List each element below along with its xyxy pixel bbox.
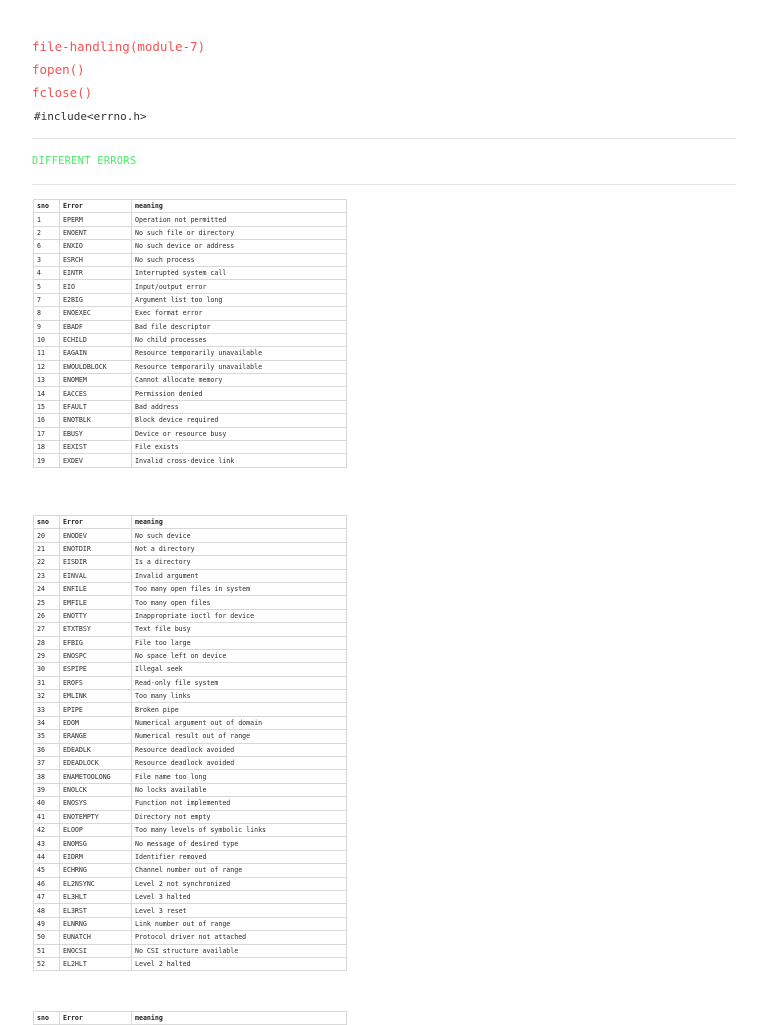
table-row: [34, 904, 347, 917]
table-row: [34, 266, 347, 279]
table-row: [34, 374, 347, 387]
cell-meaning: Level 3 reset: [132, 904, 347, 917]
cell-meaning: Resource deadlock avoided: [132, 743, 347, 756]
cell-meaning: Invalid cross-device link: [132, 454, 347, 467]
cell-meaning: Exec format error: [132, 307, 347, 320]
cell-meaning: No locks available: [132, 783, 347, 796]
cell-error: EINVAL: [60, 569, 132, 582]
cell-sno: 45: [34, 864, 60, 877]
cell-sno: 6: [34, 240, 60, 253]
table-row: [34, 280, 347, 293]
cell-sno: 7: [34, 293, 60, 306]
cell-error: ENOTDIR: [60, 542, 132, 555]
section-title: DIFFERENT ERRORS: [32, 155, 137, 167]
table-row: [34, 810, 347, 823]
cell-error: ECHRNG: [60, 864, 132, 877]
cell-error: EBUSY: [60, 427, 132, 440]
header-meaning: meaning: [132, 200, 347, 213]
cell-error: EPIPE: [60, 703, 132, 716]
cell-error: E2BIG: [60, 293, 132, 306]
cell-meaning: Read-only file system: [132, 676, 347, 689]
heading-fclose: fclose(): [32, 85, 93, 100]
cell-sno: 37: [34, 757, 60, 770]
table-header-row: [34, 516, 347, 529]
header-meaning: meaning: [132, 1012, 347, 1025]
cell-sno: 19: [34, 454, 60, 467]
table-row: [34, 400, 347, 413]
cell-meaning: Bad file descriptor: [132, 320, 347, 333]
cell-sno: 42: [34, 823, 60, 836]
cell-meaning: Is a directory: [132, 556, 347, 569]
cell-sno: 28: [34, 636, 60, 649]
cell-meaning: Level 2 not synchronized: [132, 877, 347, 890]
cell-meaning: Function not implemented: [132, 797, 347, 810]
cell-meaning: No such process: [132, 253, 347, 266]
cell-error: ENAMETOOLONG: [60, 770, 132, 783]
cell-meaning: Not a directory: [132, 542, 347, 555]
header-sno: sno: [34, 200, 60, 213]
table-row: [34, 307, 347, 320]
cell-sno: 16: [34, 414, 60, 427]
cell-sno: 26: [34, 609, 60, 622]
table-row: [34, 542, 347, 555]
cell-error: ESRCH: [60, 253, 132, 266]
cell-sno: 43: [34, 837, 60, 850]
cell-meaning: No space left on device: [132, 649, 347, 662]
table-row: [34, 556, 347, 569]
cell-error: EFAULT: [60, 400, 132, 413]
cell-sno: 3: [34, 253, 60, 266]
cell-meaning: Channel number out of range: [132, 864, 347, 877]
cell-error: EXDEV: [60, 454, 132, 467]
cell-sno: 27: [34, 623, 60, 636]
cell-sno: 52: [34, 957, 60, 970]
table-row: [34, 931, 347, 944]
table-row: [34, 387, 347, 400]
table-header-row: [34, 200, 347, 213]
cell-error: ENOLCK: [60, 783, 132, 796]
table-row: [34, 797, 347, 810]
cell-sno: 33: [34, 703, 60, 716]
cell-meaning: No such device or address: [132, 240, 347, 253]
cell-error: EWOULDBLOCK: [60, 360, 132, 373]
table-row: [34, 690, 347, 703]
cell-meaning: Protocol driver not attached: [132, 931, 347, 944]
cell-error: ECHILD: [60, 333, 132, 346]
table-row: [34, 944, 347, 957]
cell-meaning: Interrupted system call: [132, 266, 347, 279]
cell-sno: 12: [34, 360, 60, 373]
cell-error: ERANGE: [60, 730, 132, 743]
cell-error: EAGAIN: [60, 347, 132, 360]
cell-error: EMLINK: [60, 690, 132, 703]
heading-module-title: file-handling(module-7): [32, 39, 206, 54]
table-row: [34, 414, 347, 427]
header-error: Error: [60, 516, 132, 529]
cell-error: ELNRNG: [60, 917, 132, 930]
cell-error: EUNATCH: [60, 931, 132, 944]
cell-error: EEXIST: [60, 441, 132, 454]
cell-sno: 38: [34, 770, 60, 783]
table-row: [34, 730, 347, 743]
cell-sno: 34: [34, 716, 60, 729]
table-row: [34, 663, 347, 676]
table-header-row: [34, 1012, 347, 1025]
table-row: [34, 623, 347, 636]
table-row: [34, 529, 347, 542]
include-directive: #include<errno.h>: [34, 110, 147, 123]
cell-sno: 32: [34, 690, 60, 703]
cell-error: EDEADLK: [60, 743, 132, 756]
cell-sno: 1: [34, 213, 60, 226]
cell-error: EFBIG: [60, 636, 132, 649]
cell-error: ENOTEMPTY: [60, 810, 132, 823]
table-row: [34, 226, 347, 239]
cell-meaning: Numerical argument out of domain: [132, 716, 347, 729]
cell-error: ENOTTY: [60, 609, 132, 622]
cell-error: ENOEXEC: [60, 307, 132, 320]
divider-top: [32, 138, 736, 139]
table-row: [34, 864, 347, 877]
cell-meaning: Resource deadlock avoided: [132, 757, 347, 770]
table-row: [34, 454, 347, 467]
cell-sno: 35: [34, 730, 60, 743]
cell-meaning: Block device required: [132, 414, 347, 427]
cell-sno: 48: [34, 904, 60, 917]
cell-meaning: Link number out of range: [132, 917, 347, 930]
cell-sno: 23: [34, 569, 60, 582]
cell-error: EPERM: [60, 213, 132, 226]
table-row: [34, 676, 347, 689]
cell-meaning: Broken pipe: [132, 703, 347, 716]
table-row: [34, 609, 347, 622]
cell-error: ESPIPE: [60, 663, 132, 676]
cell-meaning: No child processes: [132, 333, 347, 346]
table-row: [34, 917, 347, 930]
cell-sno: 8: [34, 307, 60, 320]
heading-fopen: fopen(): [32, 62, 85, 77]
cell-error: EL3RST: [60, 904, 132, 917]
cell-meaning: Device or resource busy: [132, 427, 347, 440]
cell-error: EACCES: [60, 387, 132, 400]
cell-sno: 25: [34, 596, 60, 609]
cell-sno: 24: [34, 582, 60, 595]
cell-meaning: No such file or directory: [132, 226, 347, 239]
table-row: [34, 213, 347, 226]
table-row: [34, 333, 347, 346]
cell-error: EDOM: [60, 716, 132, 729]
cell-error: ENFILE: [60, 582, 132, 595]
cell-error: ENOMEM: [60, 374, 132, 387]
table-row: [34, 596, 347, 609]
cell-error: EBADF: [60, 320, 132, 333]
cell-sno: 20: [34, 529, 60, 542]
cell-error: ENOCSI: [60, 944, 132, 957]
cell-error: EL2NSYNC: [60, 877, 132, 890]
cell-sno: 22: [34, 556, 60, 569]
table-row: [34, 293, 347, 306]
cell-error: ENOSPC: [60, 649, 132, 662]
cell-sno: 15: [34, 400, 60, 413]
header-sno: sno: [34, 1012, 60, 1025]
table-row: [34, 703, 347, 716]
table-row: [34, 240, 347, 253]
cell-error: EDEADLOCK: [60, 757, 132, 770]
cell-meaning: Bad address: [132, 400, 347, 413]
cell-meaning: No such device: [132, 529, 347, 542]
table-row: [34, 877, 347, 890]
cell-sno: 46: [34, 877, 60, 890]
cell-error: EIO: [60, 280, 132, 293]
cell-meaning: File exists: [132, 441, 347, 454]
cell-meaning: Permission denied: [132, 387, 347, 400]
cell-sno: 10: [34, 333, 60, 346]
cell-meaning: Operation not permitted: [132, 213, 347, 226]
cell-meaning: Too many open files: [132, 596, 347, 609]
cell-meaning: Directory not empty: [132, 810, 347, 823]
cell-meaning: Cannot allocate memory: [132, 374, 347, 387]
cell-error: EINTR: [60, 266, 132, 279]
cell-meaning: Text file busy: [132, 623, 347, 636]
table-row: [34, 347, 347, 360]
cell-error: ENXIO: [60, 240, 132, 253]
cell-meaning: Invalid argument: [132, 569, 347, 582]
table-row: [34, 253, 347, 266]
cell-error: ENOSYS: [60, 797, 132, 810]
header-meaning: meaning: [132, 516, 347, 529]
cell-sno: 50: [34, 931, 60, 944]
cell-sno: 49: [34, 917, 60, 930]
table-row: [34, 441, 347, 454]
cell-sno: 2: [34, 226, 60, 239]
cell-sno: 36: [34, 743, 60, 756]
table-row: [34, 360, 347, 373]
header-error: Error: [60, 1012, 132, 1025]
cell-sno: 40: [34, 797, 60, 810]
table-row: [34, 850, 347, 863]
cell-meaning: No message of desired type: [132, 837, 347, 850]
divider-bottom: [32, 184, 736, 185]
cell-meaning: Resource temporarily unavailable: [132, 347, 347, 360]
cell-sno: 9: [34, 320, 60, 333]
table-row: [34, 569, 347, 582]
cell-sno: 17: [34, 427, 60, 440]
cell-meaning: No CSI structure available: [132, 944, 347, 957]
cell-meaning: Too many levels of symbolic links: [132, 823, 347, 836]
cell-meaning: Inappropriate ioctl for device: [132, 609, 347, 622]
cell-error: EL3HLT: [60, 890, 132, 903]
header-error: Error: [60, 200, 132, 213]
cell-meaning: Level 2 halted: [132, 957, 347, 970]
errors-table-3: [33, 1011, 347, 1025]
cell-sno: 41: [34, 810, 60, 823]
cell-meaning: Input/output error: [132, 280, 347, 293]
table-row: [34, 783, 347, 796]
table-row: [34, 427, 347, 440]
cell-meaning: Too many links: [132, 690, 347, 703]
cell-meaning: Resource temporarily unavailable: [132, 360, 347, 373]
cell-sno: 39: [34, 783, 60, 796]
table-row: [34, 649, 347, 662]
header-sno: sno: [34, 516, 60, 529]
cell-error: ENOTBLK: [60, 414, 132, 427]
cell-error: EROFS: [60, 676, 132, 689]
cell-error: EISDIR: [60, 556, 132, 569]
cell-meaning: Level 3 halted: [132, 890, 347, 903]
cell-error: EL2HLT: [60, 957, 132, 970]
cell-error: ENOMSG: [60, 837, 132, 850]
cell-meaning: Illegal seek: [132, 663, 347, 676]
table-row: [34, 890, 347, 903]
table-row: [34, 823, 347, 836]
cell-error: EMFILE: [60, 596, 132, 609]
cell-meaning: Argument list too long: [132, 293, 347, 306]
cell-sno: 44: [34, 850, 60, 863]
errors-table-2: [33, 515, 347, 971]
table-row: [34, 636, 347, 649]
cell-sno: 13: [34, 374, 60, 387]
table-row: [34, 757, 347, 770]
cell-error: ENODEV: [60, 529, 132, 542]
table-row: [34, 320, 347, 333]
table-row: [34, 716, 347, 729]
cell-meaning: File too large: [132, 636, 347, 649]
table-row: [34, 770, 347, 783]
cell-sno: 29: [34, 649, 60, 662]
cell-sno: 5: [34, 280, 60, 293]
cell-error: ENOENT: [60, 226, 132, 239]
cell-sno: 4: [34, 266, 60, 279]
cell-meaning: Too many open files in system: [132, 582, 347, 595]
cell-sno: 47: [34, 890, 60, 903]
cell-meaning: Identifier removed: [132, 850, 347, 863]
cell-error: ELOOP: [60, 823, 132, 836]
cell-meaning: File name too long: [132, 770, 347, 783]
cell-sno: 51: [34, 944, 60, 957]
table-row: [34, 837, 347, 850]
cell-sno: 14: [34, 387, 60, 400]
cell-meaning: Numerical result out of range: [132, 730, 347, 743]
table-row: [34, 743, 347, 756]
cell-sno: 21: [34, 542, 60, 555]
cell-error: ETXTBSY: [60, 623, 132, 636]
table-row: [34, 582, 347, 595]
cell-sno: 18: [34, 441, 60, 454]
cell-error: EIDRM: [60, 850, 132, 863]
errors-table-1: [33, 199, 347, 468]
cell-sno: 31: [34, 676, 60, 689]
cell-sno: 11: [34, 347, 60, 360]
cell-sno: 30: [34, 663, 60, 676]
table-row: [34, 957, 347, 970]
